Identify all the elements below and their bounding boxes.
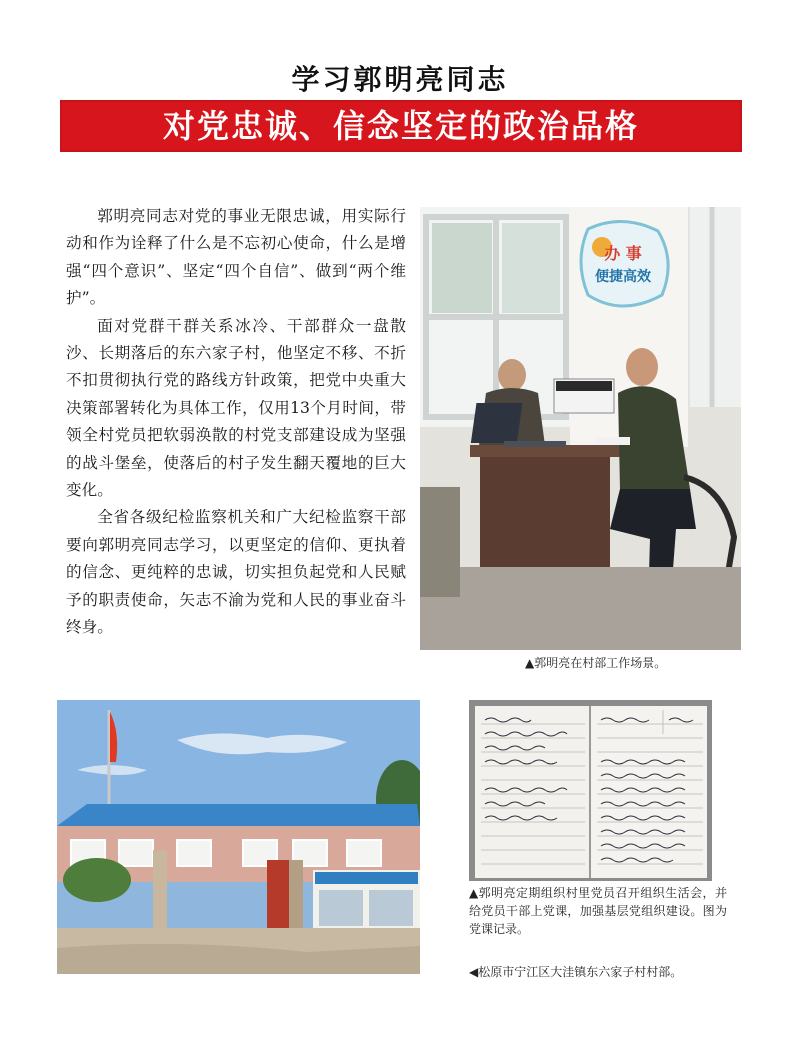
service-sign <box>581 221 668 306</box>
office-photo-caption: ▲郭明亮在村部工作场景。 <box>525 656 667 670</box>
village-hall-photo <box>57 700 420 974</box>
article-body <box>66 203 406 642</box>
sign-line1: 办 事 <box>604 244 642 263</box>
notebook-photo-caption: ▲郭明亮定期组织村里党员召开组织生活会，并给党员干部上党课，加强基层党组织建设。图为党课记录。 <box>469 886 727 936</box>
page-subtitle: 学习郭明亮同志 <box>291 63 509 96</box>
article-paragraph: 面对党群干群关系冰冷、干部群众一盘散沙、长期落后的东六家子村，他坚定不移、不折不扣贯彻执行党的路线方针政策，把党中央重大决策部署转化为具体工作，仅用13个月时间，带领全村党员把软弱涣散的村党支部建设成为坚强的战斗堡垒，使落后的村子发生翻天覆地的巨大变化。 <box>66 316 406 500</box>
sign-line2: 便捷高效 <box>595 269 651 285</box>
article-paragraph: 郭明亮同志对党的事业无限忠诚，用实际行动和作为诠释了什么是不忘初心使命，什么是增强“四个意识”、坚定“四个自信”、做到“两个维护”。 <box>66 207 406 308</box>
office-work-photo <box>420 207 741 650</box>
village-photo-caption: ◀松原市宁江区大洼镇东六家子村村部。 <box>469 965 683 979</box>
notebook-photo <box>469 700 712 881</box>
page-title: 对党忠诚、信念坚定的政治品格 <box>162 107 639 145</box>
article-paragraph: 全省各级纪检监察机关和广大纪检监察干部要向郭明亮同志学习，以更坚定的信仰、更执着的信念、更纯粹的忠诚，切实担负起党和人民赋予的职责使命，矢志不渝为党和人民的事业奋斗终身。 <box>66 508 406 637</box>
